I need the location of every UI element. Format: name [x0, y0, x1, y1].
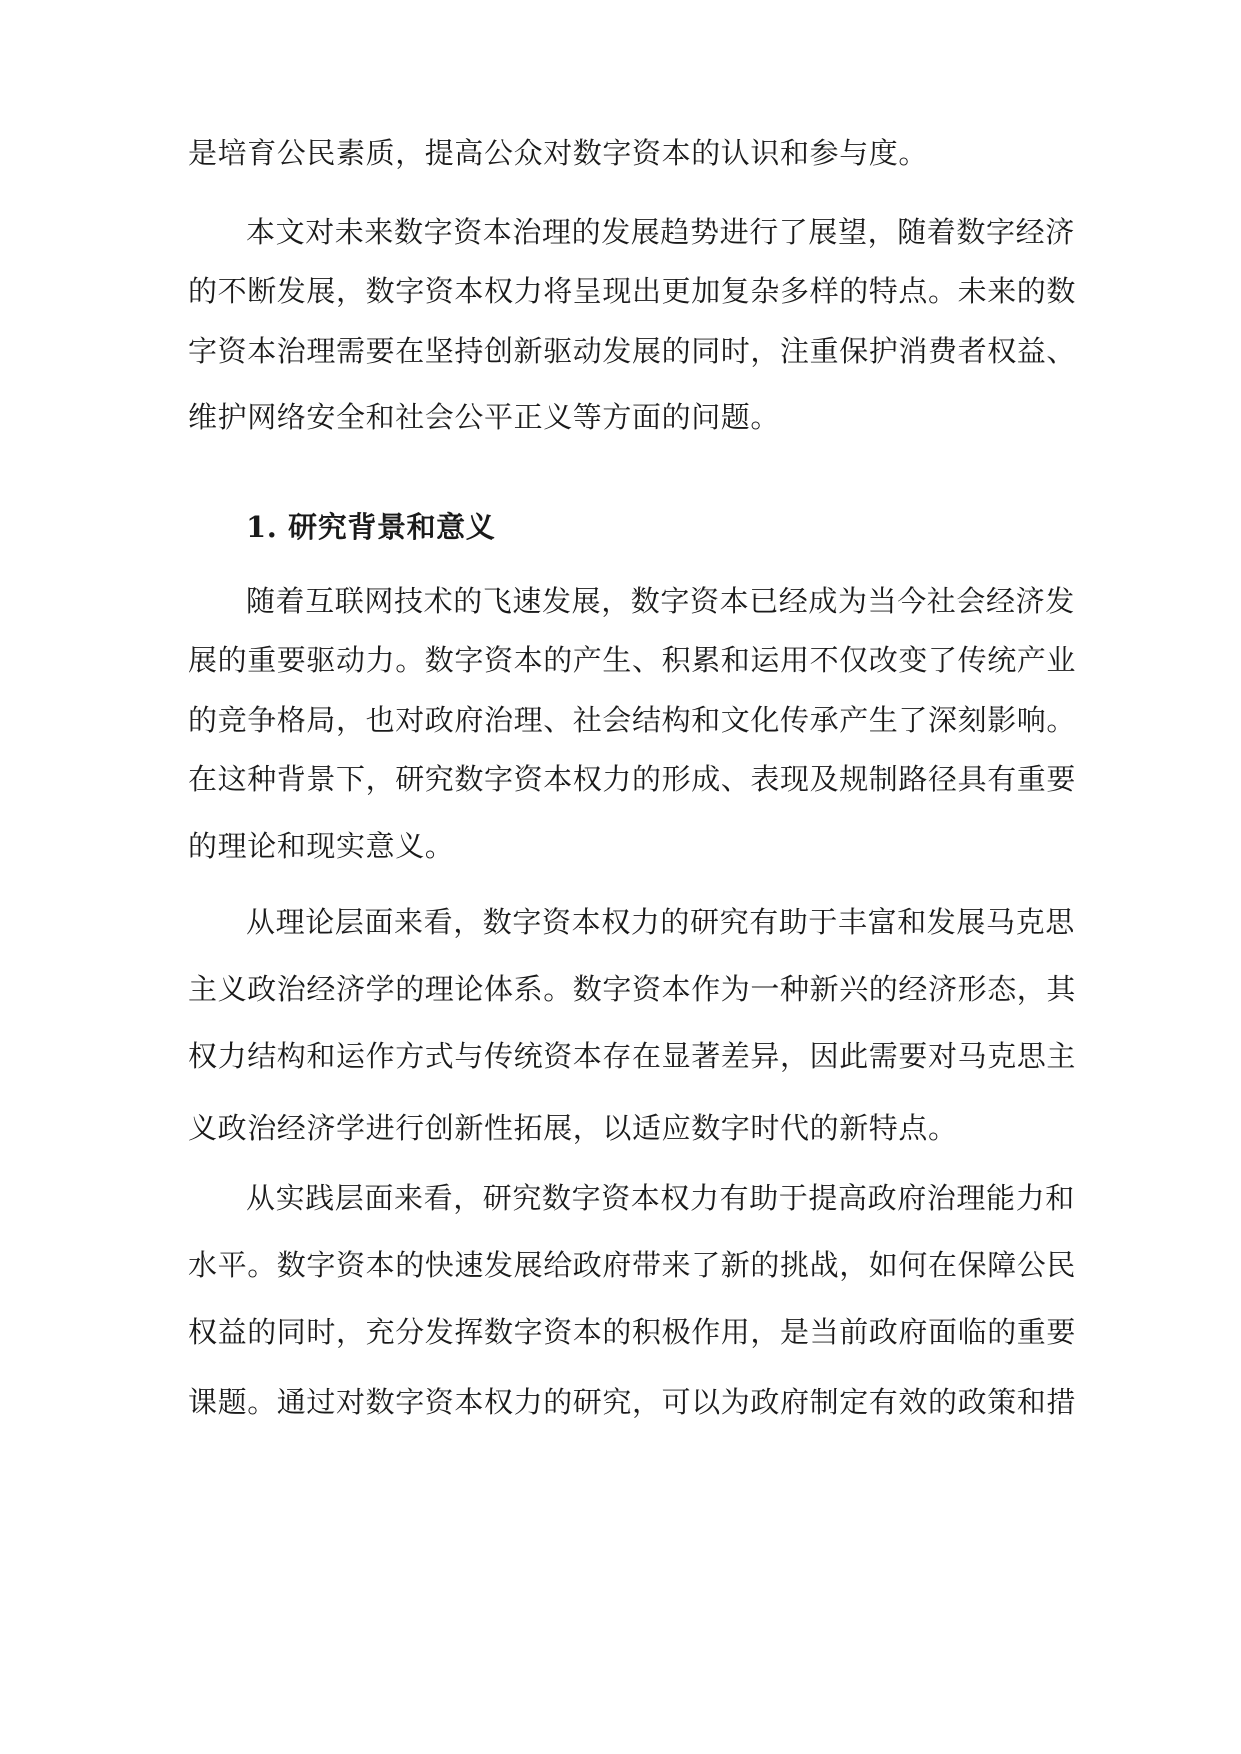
paragraph-line: 字资本治理需要在坚持创新驱动发展的同时，注重保护消费者权益、 [188, 334, 1077, 368]
paragraph-line: 主义政治经济学的理论体系。数字资本作为一种新兴的经济形态，其 [188, 972, 1077, 1006]
paragraph-line: 随着互联网技术的飞速发展，数字资本已经成为当今社会经济发 [246, 584, 1075, 618]
paragraph-line: 是培育公民素质，提高公众对数字资本的认识和参与度。 [188, 136, 929, 170]
paragraph-line: 本文对未来数字资本治理的发展趋势进行了展望，随着数字经济 [246, 215, 1075, 249]
paragraph-line: 课题。通过对数字资本权力的研究，可以为政府制定有效的政策和措 [188, 1385, 1077, 1419]
paragraph-line: 在这种背景下，研究数字资本权力的形成、表现及规制路径具有重要 [188, 762, 1077, 796]
paragraph-line: 展的重要驱动力。数字资本的产生、积累和运用不仅改变了传统产业 [188, 643, 1077, 677]
paragraph-line: 从理论层面来看，数字资本权力的研究有助于丰富和发展马克思 [246, 905, 1075, 939]
paragraph-line: 的理论和现实意义。 [188, 829, 455, 863]
paragraph-line: 义政治经济学进行创新性拓展，以适应数字时代的新特点。 [188, 1111, 958, 1145]
paragraph-line: 从实践层面来看，研究数字资本权力有助于提高政府治理能力和 [246, 1181, 1075, 1215]
paragraph-line: 的竞争格局，也对政府治理、社会结构和文化传承产生了深刻影响。 [188, 703, 1077, 737]
paragraph-line: 维护网络安全和社会公平正义等方面的问题。 [188, 400, 781, 434]
paragraph-line: 权力结构和运作方式与传统资本存在显著差异，因此需要对马克思主 [188, 1039, 1077, 1073]
paragraph-line: 的不断发展，数字资本权力将呈现出更加复杂多样的特点。未来的数 [188, 274, 1077, 308]
paragraph-line: 权益的同时，充分发挥数字资本的积极作用，是当前政府面临的重要 [188, 1315, 1077, 1349]
section-heading: 1. 研究背景和意义 [246, 510, 496, 544]
paragraph-line: 水平。数字资本的快速发展给政府带来了新的挑战，如何在保障公民 [188, 1248, 1077, 1282]
